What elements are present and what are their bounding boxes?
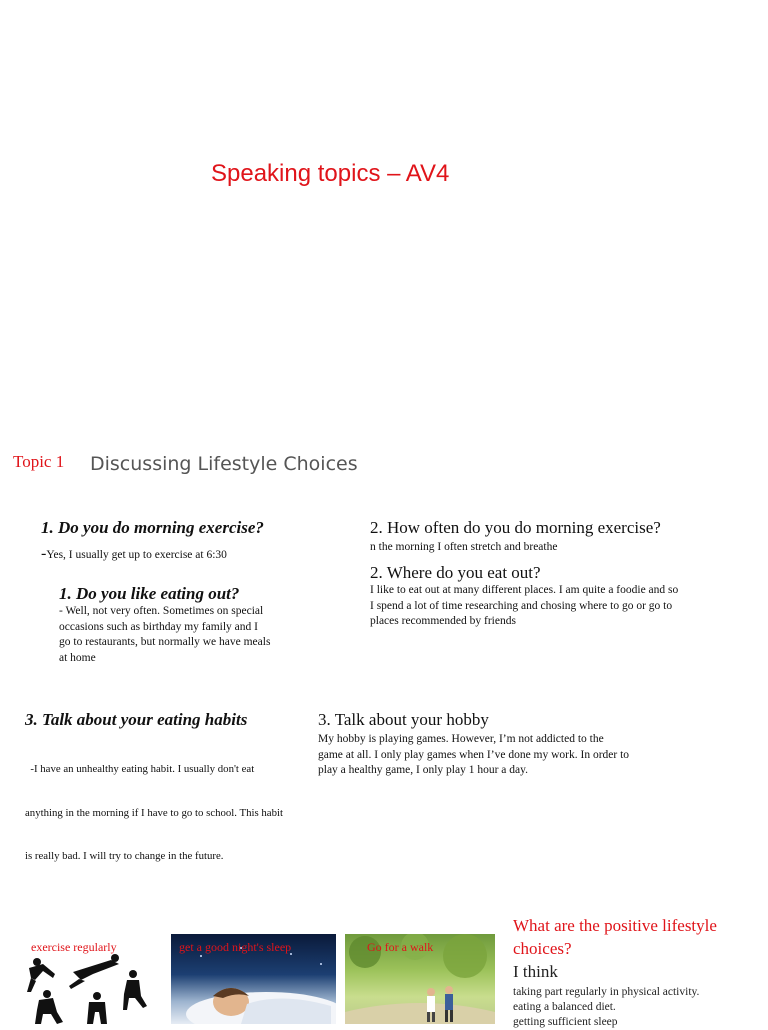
- answer-line: I like to eat out at many different places. I am quite a foodie and so: [370, 584, 679, 596]
- list-item: getting sufficient sleep: [513, 1016, 618, 1028]
- question-how-often-exercise: 2. How often do you do morning exercise?: [370, 518, 661, 537]
- answer-line: play a healthy game, I only play 1 hour a day.: [318, 764, 529, 776]
- answer-how-often-exercise: n the morning I often stretch and breathe: [370, 541, 558, 553]
- answer-line: anything in the morning if I have to go to school. This habit: [25, 806, 283, 819]
- topic-label: Topic 1: [13, 452, 65, 471]
- image-caption: get a good night's sleep: [179, 940, 292, 954]
- answer-line: places recommended by friends: [370, 615, 516, 627]
- image-caption: exercise regularly: [31, 940, 117, 954]
- answer-morning-exercise: [41, 546, 227, 564]
- answer-where-eat-out: [370, 583, 678, 630]
- answer-line: My hobby is playing games. However, I’m not addicted to the: [318, 733, 604, 745]
- answer-hobby: [318, 732, 629, 779]
- positive-choices-list: [513, 985, 699, 1030]
- question-hobby: 3. Talk about your hobby: [318, 710, 489, 729]
- question-where-eat-out: 2. Where do you eat out?: [370, 563, 541, 582]
- answer-line: go to restaurants, but normally we have meals: [59, 636, 271, 648]
- answer-line: occasions such as birthday my family and I: [59, 620, 258, 633]
- list-item: taking part regularly in physical activity.: [513, 986, 700, 998]
- list-item: eating a balanced diet.: [513, 1001, 616, 1013]
- answer-line: at home: [59, 651, 96, 664]
- image-caption: Go for a walk: [367, 940, 434, 954]
- answer-eating-habits: [25, 733, 283, 878]
- sleep-image: [171, 934, 336, 1024]
- page-title: Speaking topics – AV4: [211, 160, 450, 187]
- positive-choices-question: What are the positive lifestyle choices?: [513, 916, 717, 958]
- answer-line: -I have an unhealthy eating habit. I usually don't eat: [25, 763, 255, 775]
- i-think-label: I think: [513, 962, 558, 981]
- answer-line: I spend a lot of time researching and chosing where to go or go to: [370, 599, 673, 612]
- question-eating-habits: 3. Talk about your eating habits: [25, 710, 248, 729]
- answer-dash: -: [41, 545, 47, 562]
- answer-line: - Well, not very often. Sometimes on special: [59, 605, 264, 617]
- walk-image: [345, 934, 495, 1024]
- answer-text: Yes, I usually get up to exercise at 6:30: [46, 549, 227, 561]
- answer-line: is really bad. I will try to change in the future.: [25, 850, 224, 862]
- answer-line: game at all. I only play games when I’ve done my work. In order to: [318, 748, 630, 761]
- answer-eating-out: [59, 604, 309, 666]
- topic-heading: Discussing Lifestyle Choices: [90, 453, 358, 475]
- exercise-image: [23, 934, 156, 1024]
- question-eating-out: 1. Do you like eating out?: [59, 584, 240, 603]
- question-morning-exercise: 1. Do you do morning exercise?: [41, 518, 264, 537]
